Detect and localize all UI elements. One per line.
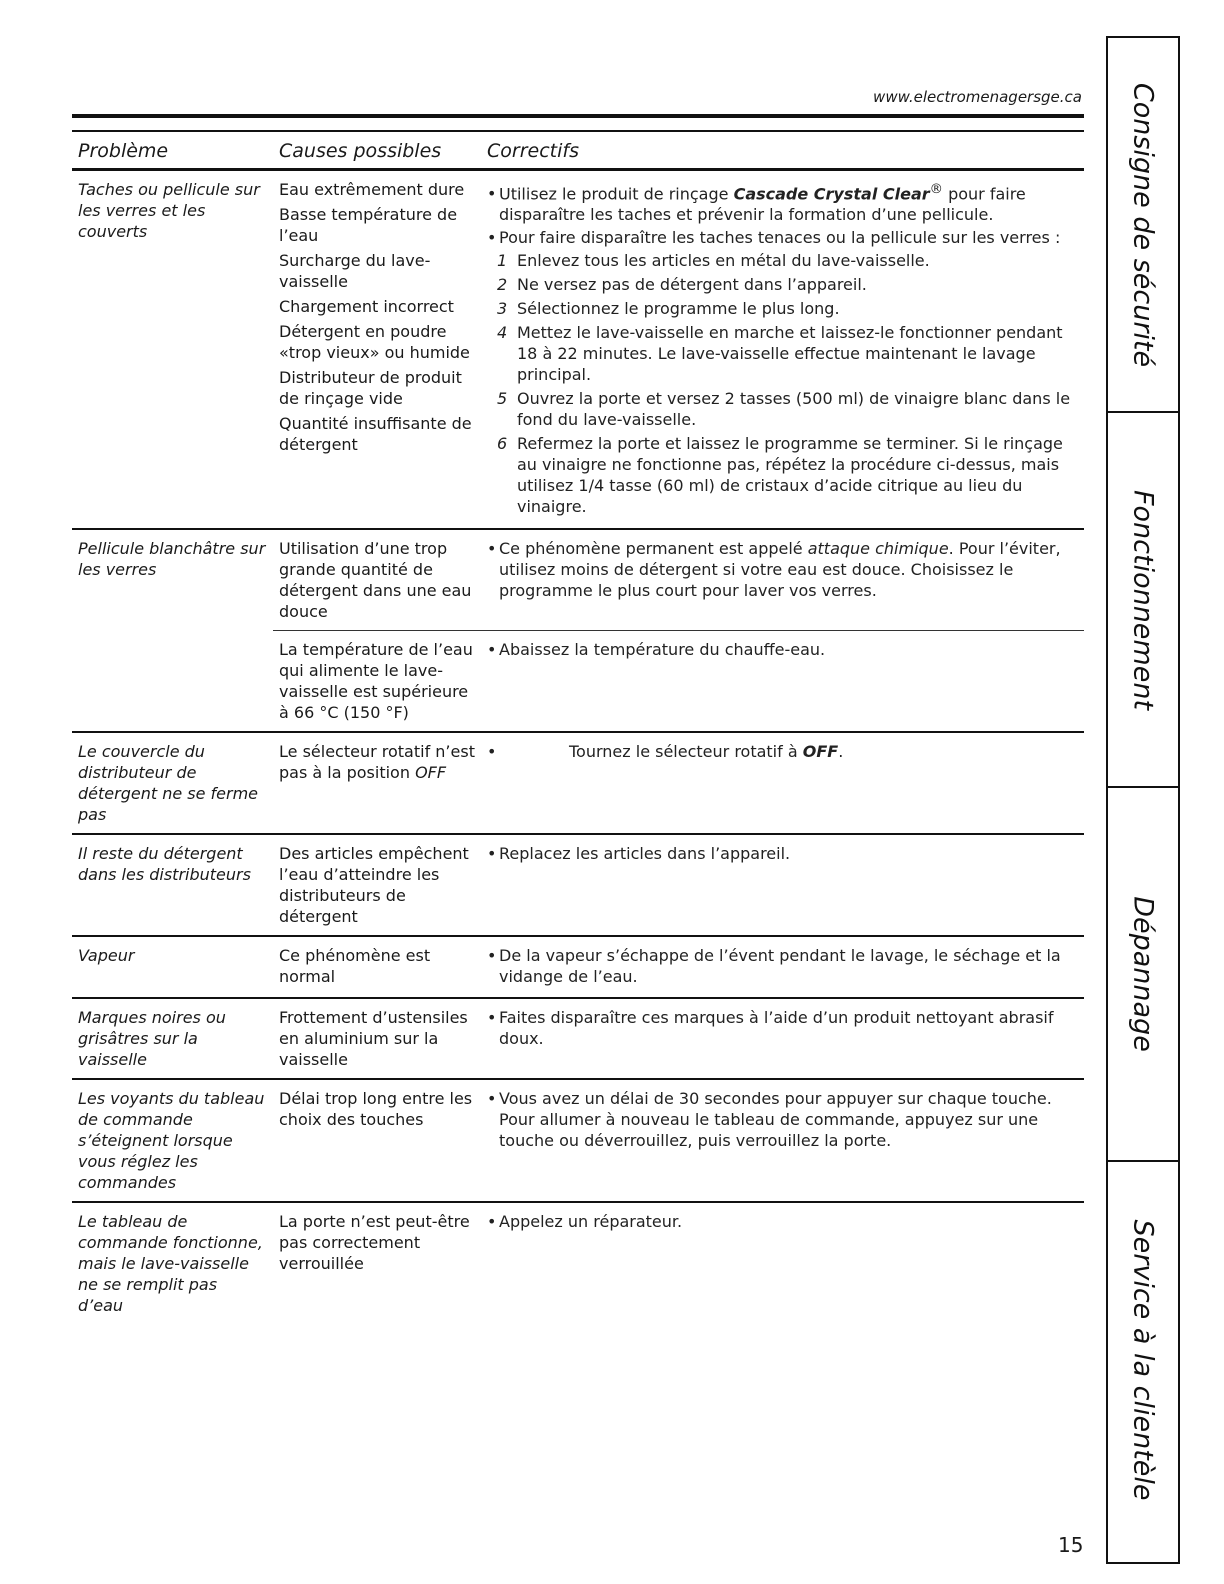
problem-cell: Le couvercle du distributeur de détergent ne se ferme pas	[72, 732, 273, 834]
table-row	[72, 1079, 1084, 1202]
cause-item: Surcharge du lave-vaisselle	[279, 251, 431, 291]
problem-cell: Vapeur	[72, 936, 273, 998]
tab-fonctionnement[interactable]	[1108, 413, 1178, 788]
header-fixes: Correctifs	[481, 131, 1084, 170]
problem-cell: Marques noires ou grisâtres sur la vaisselle	[72, 998, 273, 1079]
fixes-cell	[481, 936, 1084, 998]
table-row	[72, 732, 1084, 834]
page-number: 15	[1058, 1533, 1084, 1557]
list-item: 6 Refermez la porte et laissez le programme se terminer. Si le rinçage au vinaigre ne fonctionne pas, répétez la procédure ci-dessus, mais utilisez 1/4 tasse (60 ml) de cristaux d’acide citrique au lieu du vinaigre.	[497, 434, 1063, 517]
steps-list	[487, 250, 1078, 517]
fix-bullet: • Tournez le sélecteur rotatif à OFF.	[487, 741, 1078, 762]
tab-label: Consigne de sécurité	[1127, 82, 1159, 367]
cause-item: Distributeur de produit de rinçage vide	[279, 368, 462, 408]
header-causes: Causes possibles	[273, 131, 481, 170]
fix-bullet: • Pour faire disparaître les taches tenaces ou la pellicule sur les verres :	[487, 227, 1078, 248]
problem-cell: Les voyants du tableau de commande s’éteignent lorsque vous réglez les commandes	[72, 1079, 273, 1202]
fixes-cell	[481, 1079, 1084, 1202]
causes-cell: Ce phénomène est normal	[273, 936, 481, 998]
fix-bullet: • Ce phénomène permanent est appelé attaque chimique. Pour l’éviter, utilisez moins de détergent si votre eau est douce. Choisissez le programme le plus court pour laver vos verres.	[487, 538, 1078, 601]
product-name: Cascade Crystal Clear	[733, 184, 930, 204]
cause-item: Basse température de l’eau	[279, 205, 458, 245]
list-item: 5 Ouvrez la porte et versez 2 tasses (500 ml) de vinaigre blanc dans le fond du lave-vaisselle.	[497, 389, 1071, 430]
problem-cell: Pellicule blanchâtre sur les verres	[72, 529, 273, 732]
list-item: 2 Ne versez pas de détergent dans l’appareil.	[497, 275, 867, 295]
tab-label: Service à la clientèle	[1127, 1219, 1159, 1501]
tab-label: Dépannage	[1127, 896, 1159, 1052]
fixes-cell	[481, 529, 1084, 631]
causes-cell	[273, 170, 481, 530]
tab-depannage[interactable]	[1108, 788, 1178, 1162]
section-sidebar	[1106, 36, 1180, 1564]
causes-cell: Utilisation d’une trop grande quantité de détergent dans une eau douce	[273, 529, 481, 631]
cause-item: Chargement incorrect	[279, 297, 454, 316]
causes-cell: Frottement d’ustensiles en aluminium sur la vaisselle	[273, 998, 481, 1079]
fix-bullet: • Replacez les articles dans l’appareil.	[487, 843, 1078, 864]
problem-cell: Taches ou pellicule sur les verres et les couverts	[78, 180, 260, 241]
table-row	[72, 834, 1084, 936]
problem-cell: Il reste du détergent dans les distributeurs	[72, 834, 273, 936]
tab-consigne-de-securite[interactable]	[1108, 38, 1178, 413]
causes-cell: Des articles empêchent l’eau d’atteindre les distributeurs de détergent	[273, 834, 481, 936]
fixes-cell	[481, 1202, 1084, 1324]
top-rule	[72, 114, 1084, 118]
tab-label: Fonctionnement	[1127, 489, 1159, 710]
fixes-cell	[481, 834, 1084, 936]
causes-cell: Délai trop long entre les choix des touches	[273, 1079, 481, 1202]
tab-service-a-la-clientele[interactable]	[1108, 1162, 1178, 1558]
cause-item: Détergent en poudre «trop vieux» ou humide	[279, 322, 470, 362]
header-problem: Problème	[72, 131, 273, 170]
table-header-row	[72, 131, 1084, 170]
cause-item: Quantité insuffisante de détergent	[279, 414, 472, 454]
fix-bullet: • De la vapeur s’échappe de l’évent pendant le lavage, le séchage et la vidange de l’eau.	[487, 945, 1078, 987]
cause-item: Eau extrêmement dure	[279, 180, 465, 199]
troubleshooting-table	[72, 130, 1084, 1324]
fixes-cell	[481, 732, 1084, 834]
fix-bullet: • Utilisez le produit de rinçage Cascade Crystal Clear® pour faire disparaître les taches et prévenir la formation d’une pellicule.	[487, 179, 1078, 225]
fix-bullet: • Abaissez la température du chauffe-eau.	[487, 639, 1078, 660]
fix-bullet: • Appelez un réparateur.	[487, 1211, 1078, 1232]
causes-cell: Le sélecteur rotatif n’est pas à la position OFF	[273, 732, 481, 834]
table-row	[72, 529, 1084, 631]
fix-bullet: • Vous avez un délai de 30 secondes pour appuyer sur chaque touche. Pour allumer à nouveau le tableau de commande, appuyez sur une touche ou déverrouillez, puis verrouillez la porte.	[487, 1088, 1078, 1151]
list-item: 3 Sélectionnez le programme le plus long.	[497, 299, 840, 319]
fixes-cell	[481, 998, 1084, 1079]
problem-cell: Le tableau de commande fonctionne, mais le lave-vaisselle ne se remplit pas d’eau	[72, 1202, 273, 1324]
table-row	[72, 998, 1084, 1079]
list-item: 4 Mettez le lave-vaisselle en marche et laissez-le fonctionner pendant 18 à 22 minutes. Le lave-vaisselle effectue maintenant le lavage principal.	[497, 323, 1063, 385]
causes-cell: La porte n’est peut-être pas correctement verrouillée	[273, 1202, 481, 1324]
causes-cell: La température de l’eau qui alimente le lave-vaisselle est supérieure à 66 °C (150 °F)	[273, 631, 481, 733]
table-row	[72, 936, 1084, 998]
website-url: www.electromenagersge.ca	[873, 88, 1082, 106]
table-row	[72, 1202, 1084, 1324]
table-row	[72, 170, 1084, 530]
fix-bullet: • Faites disparaître ces marques à l’aide d’un produit nettoyant abrasif doux.	[487, 1007, 1078, 1049]
list-item: 1 Enlevez tous les articles en métal du lave-vaisselle.	[497, 251, 930, 271]
fixes-cell	[481, 170, 1084, 530]
fixes-cell	[481, 631, 1084, 733]
